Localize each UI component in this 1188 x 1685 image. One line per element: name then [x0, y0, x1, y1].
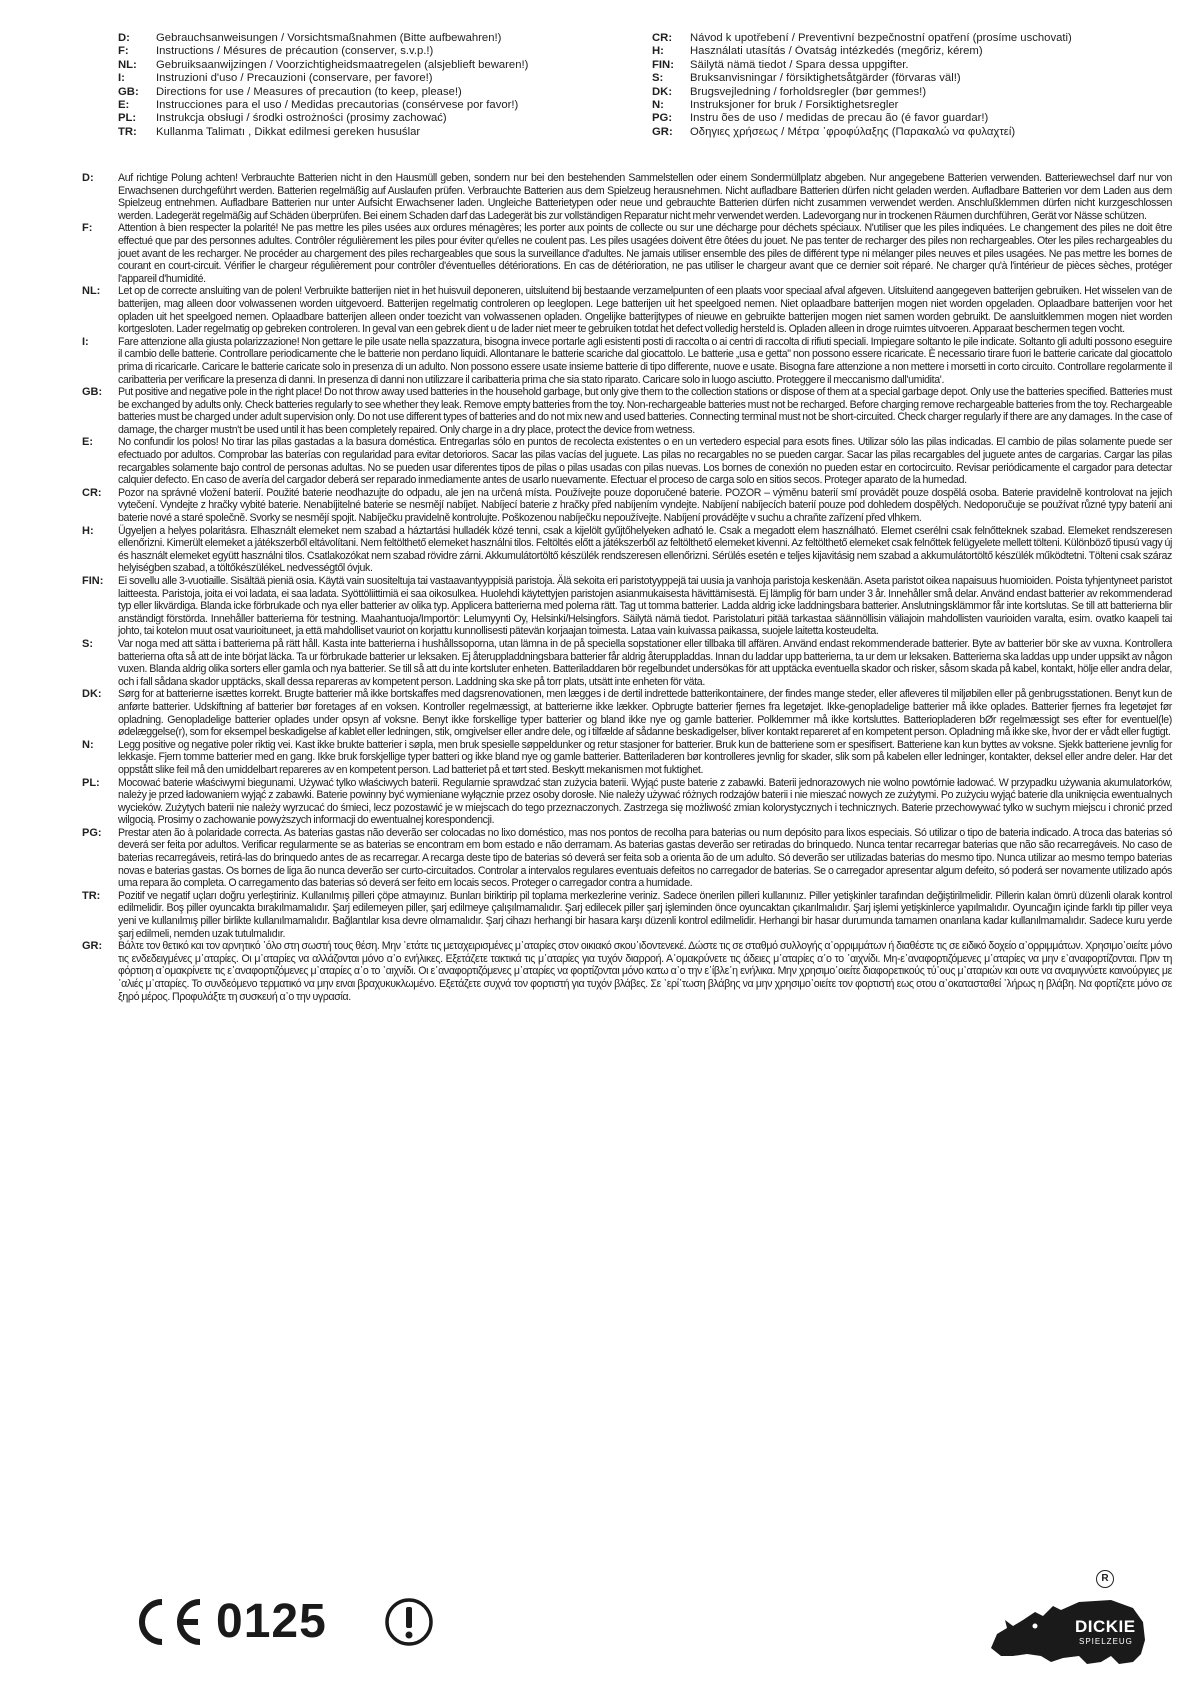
warning-exclamation-icon — [383, 1596, 435, 1653]
language-index-row: GB: Directions for use / Measures of precaution (to keep, please!) — [118, 85, 462, 98]
brand-name: DICKIE — [1075, 1617, 1136, 1636]
language-index-row: PL: Instrukcja obsługi / środki ostrożności (prosimy zachować) — [118, 112, 447, 125]
section-gr: GR: Βάλτε τον θετικό και τον αρνητικό ᾽όλο στη σωστή τους θέση. Μην ᾽ετάτε τις μεταχειρισμένες μ᾽αταρίες στον οικιακό σκου᾽ιδοντενεκέ. Δώστε τις σε σταθμό συλλογής α᾽ορριμμάτων ή διαθέστε τις σε ειδικό δοχείο α᾽ορριμμάτων. Χρησιμο᾽οιείτε μόνο τις ενδεδειγμένες μ᾽αταρίες. Οι μ᾽αταρίες να αλλάζονται μόνο α᾽ο ενήλικες. Εξετάζετε τακτικά τις μ᾽αταρίες για τυχόν διαρροή. Α᾽ομακρύνετε τις άδειες μ᾽αταρίες α᾽ο το ᾽αιχνίδι. Μη-ε᾽αναφορτιζόμενες μ᾽αταρίες να μην ε᾽αναφορτίζονται. Πριν τη φόρτιση α᾽ομακρίνετε τις ε᾽αναφορτιζόμενες μ᾽αταρίες α᾽ο το ᾽αιχνίδι. Οι ε᾽αναφορτιζόμενες μ᾽αταρίες να φορτίζονται μόνο κατω α᾽ο την ε᾽ίβλε᾽η ενήλικα. Μην χρησιμο᾽οιείτε διαφορετικούς τύ᾽ους μ᾽αταριών και ουτε να αναμιγνύετε καινούργιες με ᾽αλιές μ᾽αταρίες. Το συνδεόμενο τερματικό να μην ειναι βραχυκυκλωμένο. Εξετάζετε συχνά τον φορτιστή για τυχόν βλάβες. Σε ᾽ερί᾽τωση βλάβης να μην χρησιμο᾽οιείτε τον φορτιστή εως οτου α᾽οκατασταθεί ᾽λήρως η βλάβη. Να φορτίζετε μόνο σε ξηρό μέρος. Προφυλάξτε τη συσκευή α᾽ο την υγρασία. — [82, 940, 1172, 1003]
section-se: S: Var noga med att sätta i batterierna på rätt håll. Kasta inte batterierna i hushållssoporna, utan lämna in de på speciella sopstationer eller tillbaka till affären. Använd endast rekommenderade batterier. Byte av batterier bör ske av vuxna. Kontrollera batterierna ofta så att de inte börjat läcka. Ta ur förbrukade batterier ur leksaken. Ej återuppladdningsbara batterier får aldrig återuppladdas. Innan du laddar upp batterierna, ta ur dem ur leksaken. Batterierna ska laddas upp under uppsikt av någon vuxen. Blanda aldrig olika sorters eller gamla och nya batterier. Se till så att du inte kortsluter enheten. Batteriladdaren bör regelbundet undersökas för att upptäcka eventuella skador och risker, såsom skada på kabel, kontakt, hölje eller andra delar, och i fall sådana skador upptäcks, skall dessa repareras av kompetent person. Laddning ska ske på torr plats, utsätt inte enheten för väta. — [82, 637, 1172, 688]
language-index-row: TR: Kullanma Talimatı , Dikkat edilmesi gereken husuślar — [118, 125, 421, 138]
language-index-row: D: Gebrauchsanweisungen / Vorsichtsmaßnahmen (Bitte aufbewahren!) — [118, 32, 502, 44]
language-index-row: PG: Instru ões de uso / medidas de precau ão (é favor guardar!) — [652, 112, 989, 125]
section-es: E: No confundir los polos! No tirar las pilas gastadas a la basura doméstica. Entregarlas sólo en puntos de recolecta existentes o en un vertedero especial para esots fines. Utilizar sólo las pilas indicadas. El cambio de pilas solamente puede ser efectuado por adultos. Comprobar las baterías con regularidad para evitar detorioros. Sacar las pilas vacías del juguete. Las pilas no recargables no se pueden cargar. Sacar las pilas recargables del juguete antes de cargarias. Cargar las pilas recargables solamente bajo control de personas adultas. No se pueden usar diferentes tipos de pilas o pilas usadas con pilas nuevas. Los bornes de conexión no pueden estar en cortocircuito. Revisar periódicamente el cargador para detectar calquier defecto. En caso de avería del cargador deberá ser reparado inmediamente antes de usarlo nuevamente. Efectuar el proceso de carga solo en sitios secos. Proteger aparato de la humedad. — [82, 436, 1172, 487]
language-index-row: FIN: Säilytä nämä tiedot / Spara dessa uppgifter. — [652, 58, 909, 71]
language-sections — [82, 172, 1172, 1003]
section-nl: NL: Let op de correcte ansluiting van de polen! Verbruikte batterijen niet in het huisvuil deponeren, uitsluitend bij bestaande verzamelpunten of een plaats voor speciaal afval afgeven. Uitsluitend aangegeven batterijen gebruiken. Het wisselen van de batterijen, mag alleen door volwassenen worden uitgevoerd. Batterijen regelmatig controleren op leeglopen. Lege batterijen uit het speelgoed nemen. Niet oplaadbare batterijen mogen niet worden opgeladen. Oplaadbare batterijen voor het opladen uit het speelgoed nemen. Oplaadbare batterijen alleen onder toezicht van volwassenen opladen. Ongelijke batterijtypes of nieuwe en gebruikte batterijen mogen niet samen worden gebruikt. De aansluitklemmen mogen niet worden kortgesloten. Lader regelmatig op gebreken controleren. In geval van een gebrek dient u de lader niet meer te gebruiken totdat het defect volledig hersteld is. Opladen alleen in droge ruimtes uitvoeren. Apparaat beschermen tegen vocht. — [82, 285, 1172, 336]
section-tr: TR: Pozitif ve negatif uçları doğru yerleştiriniz. Kullanılmış pilleri çöpe atmayınız. Bunları biriktirip pil toplama merkezlerine veriniz. Sadece önerilen pilleri kullanınız. Piller yetişkinler tarafından değiştirilmelidir. Pillerin kalan ömrü düzenli olarak kontrol edilmelidir. Boş piller oyuncakta bırakılmamalıdır. Şarj edilemeyen piller, şarj edilmeye çalışılmamalıdır. Şarj edilecek piller şarj işleminden önce oyuncaktan çıkarılmalıdır. Şarj işlemi yetişkinlerce yapılmalıdır. Oyuncağın içinde farklı tip piller veya yeni ve kullanılmış piller birlikte kullanılmamalıdır. Bağlantılar kısa devre olmamalıdır. Şarj cihazı herhangi bir hasara karşı düzenli kontrol edilmelidir. Herhangi bir hasar durumunda tamamen onarılana kadar kullanılmamalıdır. Sadece kuru yerde şarj edilmeli, nemden uzak tutulmalıdır. — [82, 889, 1172, 940]
section-de: D: Auf richtige Polung achten! Verbrauchte Batterien nicht in den Hausmüll geben, sondern nur bei den bestehenden Sammelstellen oder einem Sondermüllplatz abgeben. Nur angegebene Batterien verwenden. Batteriewechsel darf nur von Erwachsenen durchgeführt werden. Batterien regelmäßig auf Auslaufen prüfen. Verbrauchte Batterien aus dem Spielzeug herausnehmen. Nicht aufladbare Batterien dürfen nicht geladen werden. Aufladbare Batterien vor dem Laden aus dem Spielzeug entnehmen. Aufladbare Batterien nur unter Aufsicht Erwachsener laden. Ungleiche Batterietypen oder neue und gebrauchte Batterien dürfen nicht zusammen verwendet werden. Anschlußklemmen dürfen nicht kurzgeschlossen werden. Ladegerät regelmäßig auf Schäden überprüfen. Bei einem Schaden darf das Ladegerät bis zur vollständigen Reparatur nicht mehr verwendet werden. Ladevorgang nur in trockenen Räumen durchführen, Gerät vor Nässe schützen. — [82, 172, 1172, 222]
language-index-left — [118, 32, 638, 139]
language-index-row: CR: Návod k upotřebení / Preventivní bezpečnostní opatření (prosíme uschovati) — [652, 32, 1072, 44]
language-index-right — [652, 32, 1178, 139]
language-index-row: E: Instrucciones para el uso / Medidas precautorias (consérvese por favor!) — [118, 99, 519, 112]
ce-mark-icon — [128, 1594, 206, 1650]
section-it: I: Fare attenzione alla giusta polarizzazione! Non gettare le pile usate nella spazzatura, bisogna invece portarle agli esistenti posti di raccolta o ai centri di raccolta di rifiuti speciali. Impiegare soltanto le pile indicate. Soltanto gli adulti possono eseguire il cambio delle batterie. Controllare periodicamente che le batterie non perdano liquidi. Allontanare le batterie scariche dal giocattolo. Le batterie „usa e getta" non possono essere ricaricate. È necessario tirare fuori le batterie caricate dal giocattolo prima di ricaricarle. Caricare le batterie caricate solo in presenza di un adulto. Non possono essere usate insieme batterie di tipo differente, nuove e usate. Bisogna fare attenzione a non mettere i morsetti in corto circuito. Controllare regolarmente il caribatteria per verificare la presenza di danni. In presenza di danni non utilizzare il caribatteria prima che sia stato riparato. Caricare solo in luogo asciutto. Proteggere il meccanismo dall'umidita'. — [82, 335, 1172, 386]
section-gb: GB: Put positive and negative pole in the right place! Do not throw away used batteries in the household garbage, but only give them to the collection stations or dispose of them at a special garbage depot. Only use the batteries specified. Batteries must be exchanged by adults only. Check batteries regularly to see whether they leak. Remove empty batteries from the toy. Non-rechargeable batteries must not be recharged. Before charging remove rechargeable batteries from the toy. Rechargeable batteries must be charged under adult supervision only. Do not use different types of batteries and do not mix new and used batteries. Connecting terminal must not be short-circuited. Check charger regularly if there are any damages. In the case of damage, the charger mustn't be used until it has been completely repaired. Only charge in a dry place, protect the device from wetness. — [82, 386, 1172, 436]
section-fin: FIN: Ei sovellu alle 3-vuotiaille. Sisältää pieniä osia. Käytä vain suositeltuja tai vastaavantyyppisiä paristoja. Älä sekoita eri paristotyyppejä tai uusia ja vanhoja paristoja keskenään. Aseta paristot oikea napaisuus huomioiden. Poista tyhjentyneet paristot laitteesta. Paristoja, joita ei voi ladata, ei saa ladata. Syöttöliittimiä ei saa oikosulkea. Huolehdi käytettyjen paristojen asianmukaisesta hävittämisestä. Ej lämplig för barn under 3 år. Innehåller små delar. Använd endast batterier av rekommenderad typ eller likvärdiga. Blanda icke förbrukade och nya eller batterier av olika typ. Applicera batterierna med polerna rätt. Tag ut tomma batterier. Ladda aldrig icke laddningsbara batterier. Anslutningsklämmor får inte kortslutas. Se till att batterierna blir anständigt förstörda. Innehåller batterierna för testning. Maahantuoja/Importör: Lelumyynti Oy, Helsinki/Helsingfors. Säilytä nämä tiedot. Paristolaturi pitää tarkastaa säännöllisin väliajoin mahdollisten vaurioiden varalta, esim. ovatko kaapeli tai johto, tai kotelon muut osat vaurioituneet, ja että mahdolliset vauriot on korjattu kunnollisesti pätevän korjaajan toimesta. Lataa vain kuivassa paikassa, suojele laitetta kosteudelta. — [82, 575, 1172, 638]
footer-marks — [128, 1590, 1178, 1670]
language-index-row: GR: Οδηγιες χρήσεως / Μέτρα ᾽φροφύλαξης (Παρακαλώ να φυλαχτεί) — [652, 125, 1016, 138]
language-index-row: I: Instruzioni d'uso / Precauzioni (conservare, per favore!) — [118, 72, 433, 85]
language-index-row: N: Instruksjoner for bruk / Forsiktighetsregler — [652, 99, 899, 112]
language-index-row: DK: Brugsvejledning / forholdsregler (bør gemmes!) — [652, 85, 927, 98]
brand-subtitle: SPIELZEUG — [1079, 1637, 1133, 1646]
ce-notified-body-number: 0125 — [216, 1595, 327, 1648]
language-index-row: F: Instructions / Mésures de précaution (conserver, s.v.p.!) — [118, 45, 434, 58]
language-index-row: H: Használati utasítás / Óvatság intézkedés (megőriz, kérem) — [652, 45, 983, 58]
section-cr: CR: Pozor na správné vložení baterií. Použité baterie neodhazujte do odpadu, ale jen na určená místa. Používejte pouze doporučené baterie. POZOR – výměnu baterií smí provádět pouze dospělá osoba. Baterie pravidelně kontrolovat na jejich vytečení. Vyndejte z hračky vybité baterie. Nenabíjitelné baterie se nesmějí nabíjet. Nabíjecí baterie z hračky před nabíjením vyndejte. Nabíjení nabíjecích baterií pouze pod dohledem dospělých. Nedoporučuje se používat různé typy baterií ani baterie nové a staré společně. Svorky se nesmějí spojit. Nabíječku pravidelně kontrolujte. Poškozenou nabíječku nepoužívejte. Nabíjení provádějte v suchu a chraňte zařízení před vlhkem. — [82, 486, 1172, 525]
language-index — [118, 32, 1178, 156]
section-pl: PL: Mocować baterie właściwymi biegunami. Używać tylko właściwych baterii. Regularnie sprawdzać stan zużycia baterii. Wyjąć puste baterie z zabawki. Baterii jednorazowych nie wolno powtórnie ładować. W przypadku używania akumulatorków, należy je przed ładowaniem wyjąć z zabawki. Baterie powinny być wymieniane wyłącznie przez osoby dorosłe. Nie należy używać różnych rodzajów baterii i nie mieszać nowych ze zużytymi. Po zużyciu wyjąć baterie dla uniknięcia ewentualnych wycieków. Zużytych baterii nie należy wyrzucać do śmieci, lecz pozostawić je w miejscach do tego przeznaczonych. Zastrzega się możliwość zmian kolorystycznych i technicznych. Baterie przechowywać tylko w suchym miejscu i chronić przed wilgocią. Prosimy o zachowanie powyższych informacji do ewentualnej korespondencji. — [82, 776, 1172, 827]
section-fr: F: Attention à bien respecter la polarité! Ne pas mettre les piles usées aux ordures ménagères; les porter aux points de collecte ou sur une décharge pour déchets spéciaux. N'utiliser que les piles indiquées. Le changement des piles ne doit être effectué que par des personnes adultes. Contrôler régulièrement les piles pour éviter qu'elles ne coulent pas. Les piles usagées doivent être ôtées du jouet. Ne pas tenter de recharger des piles non rechargeables. Oter les piles rechargeables du jouet avant de les recharger. Ne procéder au chargement des piles rechargeables que sous la surveillance d'adultes. Ne jamais utiliser ensemble des piles de différent type ni mélanger piles neuves et piles usagées. Ne pas mettre les bornes de courant en court-circuit. Vérifier le chargeur régulièrement pour contrôler d'éventuelles détériorations. En cas de détérioration, ne pas utiliser le chargeur avant que ce dernier soit réparé. Ne charger qu'à l'intérieur de pièces sèches, protéger l'appareil d'humidité. — [82, 222, 1172, 285]
section-no: N: Legg positive og negative poler riktig vei. Kast ikke brukte batterier i søpla, men bruk spesielle søppeldunker og retur stasjoner for batterier. Bruk kun de batteriene som er spesifisert. Batteriene kan kun byttes av voksne. Sjekk batteriene jevnlig for lekkasje. Fjern tomme batterier med en gang. Ikke bruk forskjellige typer batteri og ikke bland nye og gamle batterier. Batteriladeren bør kontrolleres jevnlig for skader, slik som på kabelen eller ledninger, kontakter, deksel eller andre deler. Har det oppstått slike feil må den umiddelbart repareres av en kompetent person. Lad batteriet på et tørt sted. Beskytt mekanismen mot fuktighet. — [82, 738, 1172, 776]
section-dk: DK: Sørg for at batterierne isættes korrekt. Brugte batterier må ikke bortskaffes med dagsrenovationen, men lægges i de dertil indrettede batterikontainere, der findes mange steder, eller afleveres til miljøbilen eller på genbrugsstationen. Benyt kun de anførte batterier. Udskiftning af batterier bør foretages af en voksen. Kontroller regelmæssigt, at batterierne ikke lækker. Opbrugte batterier fjernes fra legetøjet. Ikke-genopladelige batterier må ikke oplades. Batterier fjernes fra legetøjet før opladning. Genopladelige batterier oplades under opsyn af voksne. Benyt ikke forskellige typer batterier og bland ikke nye og gamle batterier. Polklemmer må ikke kortsluttes. Batteriopladeren bØr regelmæssigt ses efter for eventuel(le) ødelæggelse(r), som for eksempel beskadigelse af kablet eller ledningen, stik, omgivelser eller andre dele, og i tilfælde af sådanne beskadigelser, bliver kontakt repareret af en kompetent person. Opladning må ikke ske, hvor der er vådt eller fugtigt. — [82, 688, 1172, 739]
section-hu: H: Ügyeljen a helyes polaritásra. Elhasznált elemeket nem szabad a háztartási hulladék közé tenni, csak a kijelölt gyűjtőhelyeken adható le. Csak a megadott elem használható. Elemet cserélni csak felnőtteknek szabad. Elemeket rendszeresen ellenőrizni. Kimerült elemeket a játékszerből eltávolítani. Nem feltölthető elemeket használni tilos. Feltöltés előtt a játékszerből az feltölthető elemeket kivenni. Az feltölthető elemeket csak felnőttek felügyelete mellett tölteni. Különböző tipusú vagy új és használt elemeket együtt használni tilos. Csatlakozókat nem szabad rövidre zárni. Akkumulátortöltő készülék rendszeresen ellenőrizni. Sérülés esetén e teljes kijavitásig nem szabad a akkumulátortöltő készülék működtetni. Tölteni csak száraz helyiségben szabad, a töltőkészülékeL nedvességtől óvjuk. — [82, 524, 1172, 575]
language-index-row: NL: Gebruiksaanwijzingen / Voorzichtigheidsmaatregelen (alsjeblieft bewaren!) — [118, 58, 529, 71]
brand-logo — [983, 1590, 1153, 1668]
section-pg: PG: Prestar aten ão à polaridade correcta. As baterias gastas não deverão ser colocadas no lixo doméstico, mas nos pontos de recolha para baterias ou num depósito para lixos especiais. Só utilizar o tipo de bateria indicado. A troca das baterias só deverá ser feita por adultos. Verificar regularmente se as baterias se encontram em bom estado e não derramam. As baterias gastas deverão ser retiradas do brinquedo. Nunca tentar recarregar baterias que não são recarregáveis. No caso de baterias recarregáveis, retirá-las do brinquedo antes de as recarregar. A recarga deste tipo de baterias só deverá ser feita sob a orienta ão de um adulto. Só deverão ser utilizadas baterias do mesmo tipo. Nunca utilizar ao mesmo tempo baterias novas e baterias gastas. Os bornes de liga ão nunca deverão ser curto-circuitados. Controlar a intervalos regulares eventuais defeitos no carregador de baterias. Se o carregador apresentar algum defeito, só poderá ser novamente utilizado após uma repara ão completa. O carregamento das baterias só deverá ser feito em locais secos. Proteger o carregador contra a humidade. — [82, 826, 1172, 890]
language-index-row: S: Bruksanvisningar / försiktighetsåtgärder (förvaras väl!) — [652, 72, 961, 85]
registered-trademark-mark: R — [1096, 1570, 1114, 1588]
